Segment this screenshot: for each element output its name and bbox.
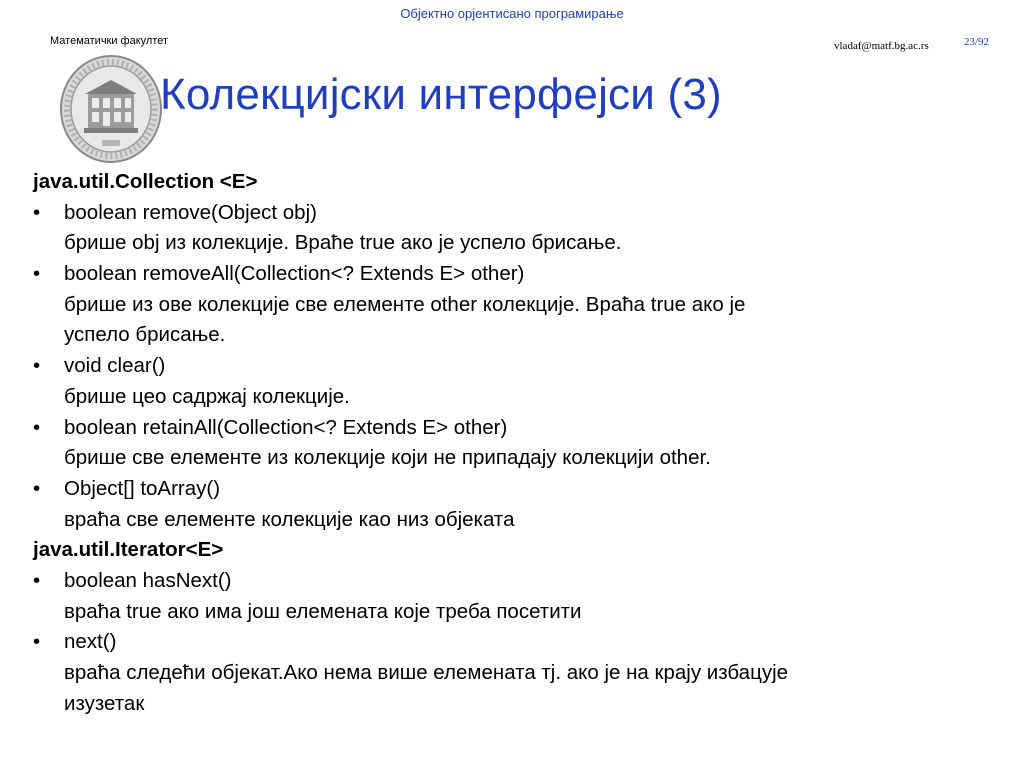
list-item <box>33 474 1003 505</box>
bullet: • <box>33 200 41 224</box>
author-email: vladaf@matf.bg.ac.rs <box>834 40 929 52</box>
method-signature: boolean hasNext() <box>64 568 232 592</box>
slide-title: Колекцијски интерфејси (3) <box>160 70 722 119</box>
list-item <box>33 566 1003 597</box>
faculty-name: Математички факултет <box>50 35 169 47</box>
method-signature: void clear() <box>64 354 166 378</box>
bullet: • <box>33 415 41 439</box>
method-signature: next() <box>64 630 117 654</box>
list-item <box>33 259 1003 290</box>
bullet: • <box>33 476 41 500</box>
university-seal-logo <box>58 54 164 164</box>
iterator-heading: java.util.Iterator<E> <box>33 538 224 562</box>
method-description: враћа true ако има још елемената које треба посетити <box>64 599 582 623</box>
method-description: брише obj из колекције. Враће true ако је успело брисање. <box>64 231 622 255</box>
course-title: Објектно орјентисано програмирање <box>400 6 624 21</box>
method-signature: boolean removeAll(Collection<? Extends E> other) <box>64 262 525 286</box>
list-item <box>33 413 1003 444</box>
method-description: брише цео садржај колекције. <box>64 384 350 408</box>
method-description: враћа све елементе колекције као низ објеката <box>64 507 515 531</box>
bullet: • <box>33 354 41 378</box>
method-description: изузетак <box>64 691 145 715</box>
page-number: 23/92 <box>964 36 990 48</box>
slide-content <box>33 167 1003 719</box>
method-description: брише из ове колекције све елементе other колекције. Враћа true ако је <box>64 292 746 316</box>
bullet: • <box>33 630 41 654</box>
method-description: успело брисање. <box>64 323 226 347</box>
list-item <box>33 351 1003 382</box>
list-item <box>33 627 1003 658</box>
method-signature: Object[] toArray() <box>64 476 221 500</box>
bullet: • <box>33 262 41 286</box>
method-signature: boolean remove(Object obj) <box>64 200 317 224</box>
list-item <box>33 198 1003 229</box>
method-description: враћа следећи објекат.Ако нема више елемената тј. ако је на крају избацује <box>64 661 789 684</box>
collection-heading: java.util.Collection <E> <box>33 170 258 193</box>
method-signature: boolean retainAll(Collection<? Extends E> other) <box>64 415 508 439</box>
method-description: брише све елементе из колекције који не припадају колекцији other. <box>64 446 711 470</box>
bullet: • <box>33 568 41 592</box>
